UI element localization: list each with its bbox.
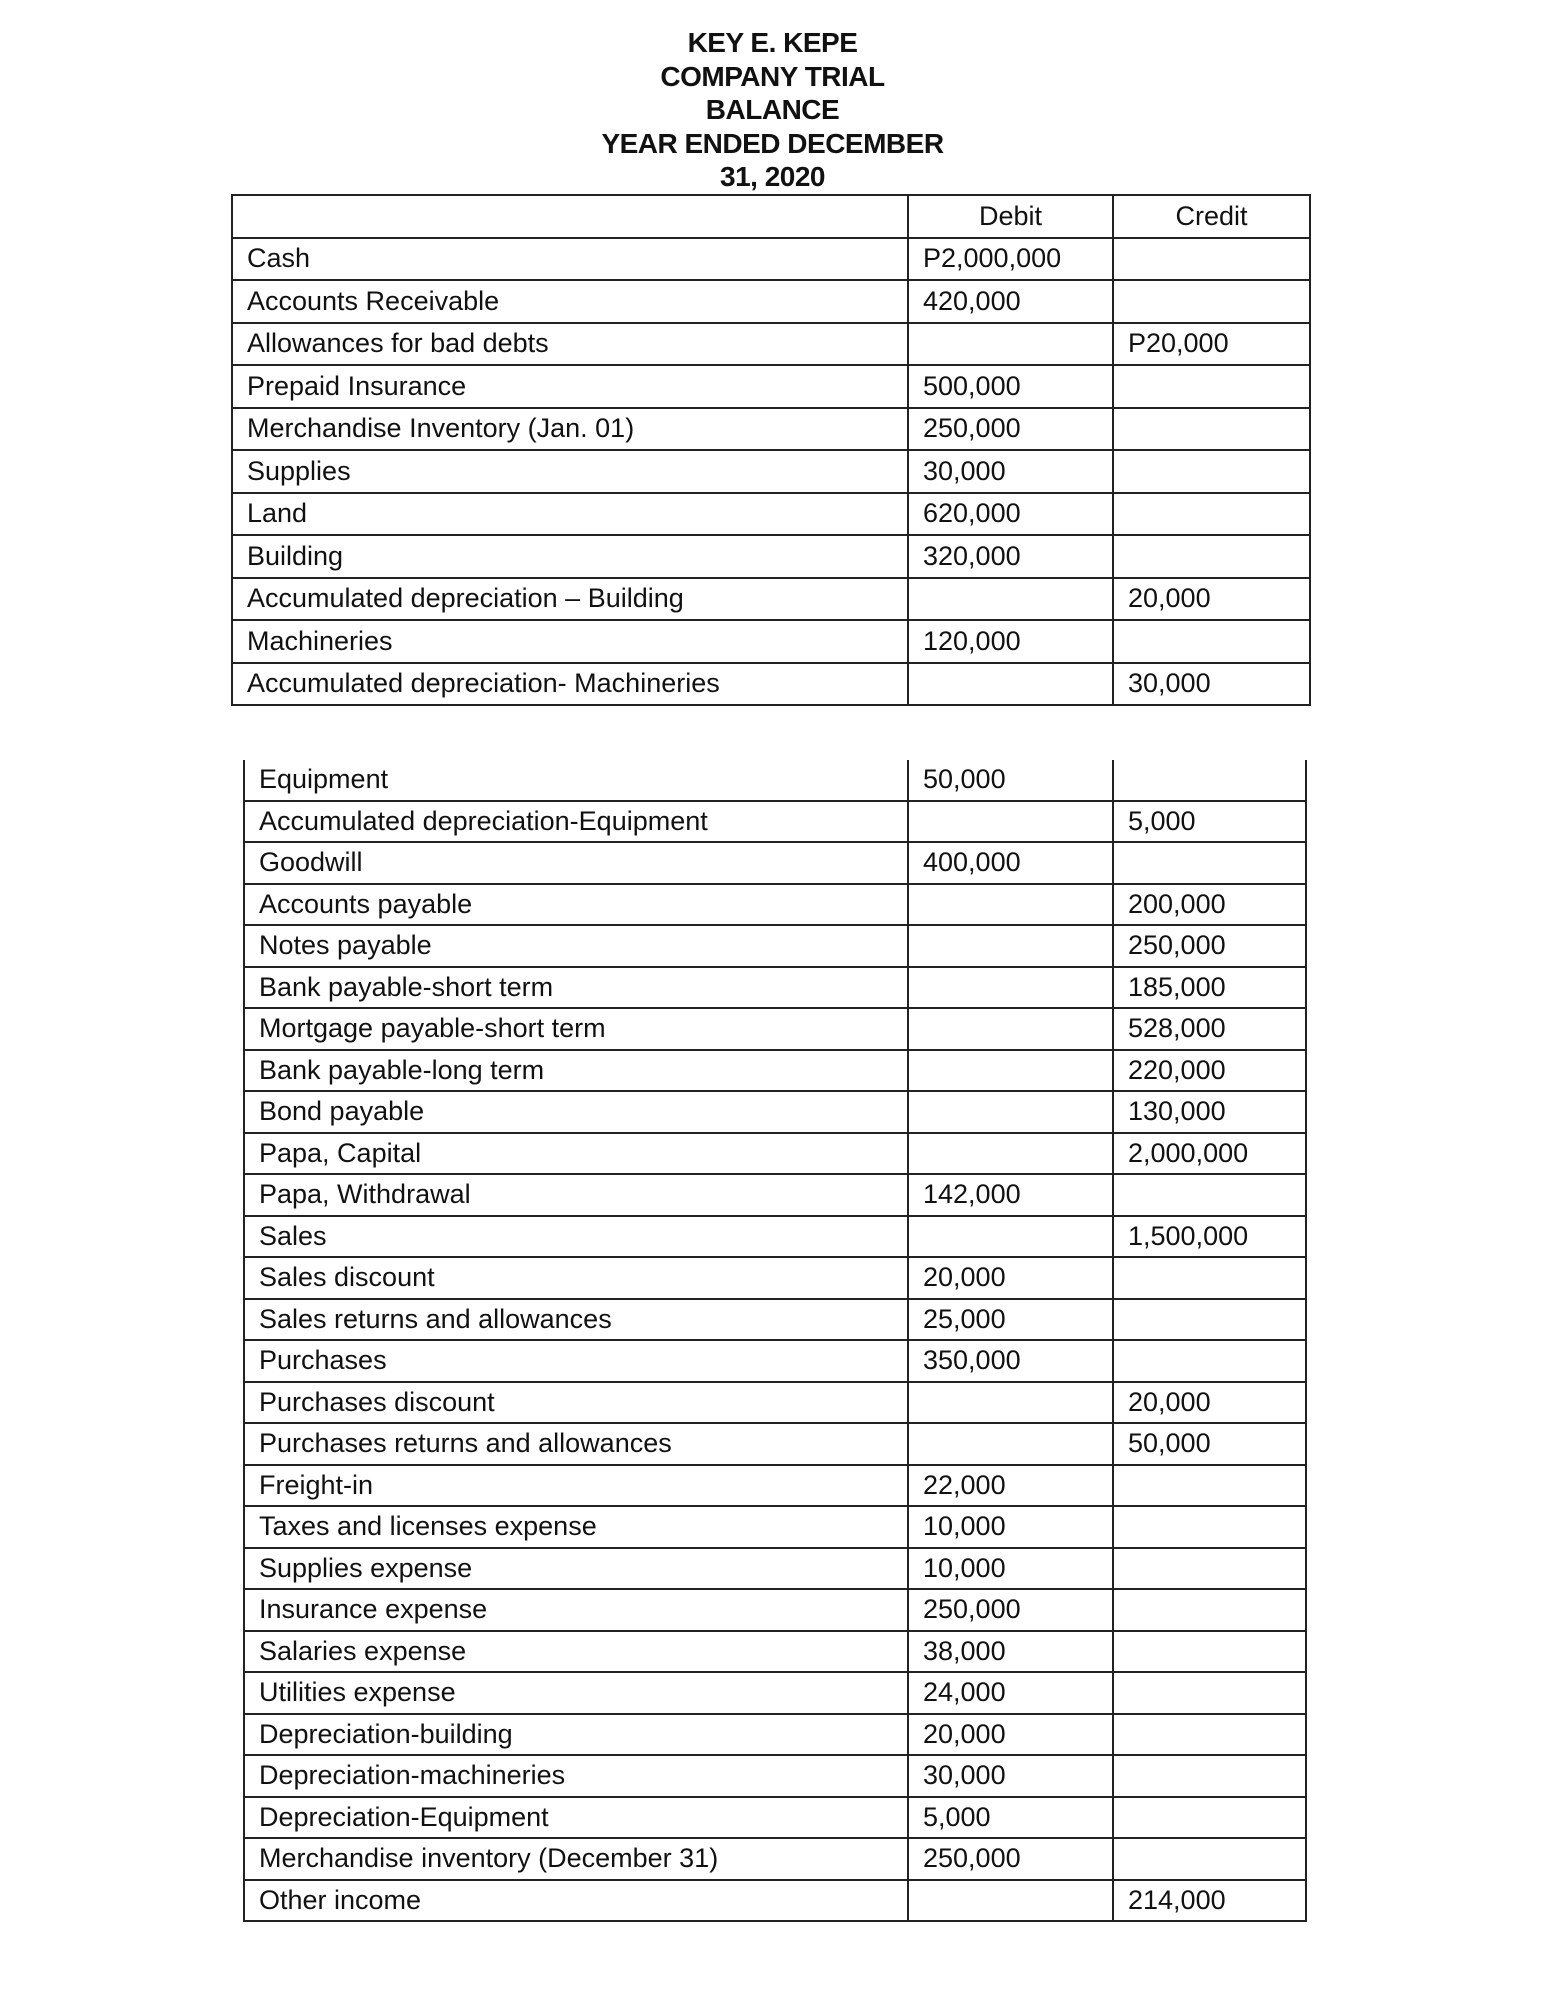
- account-cell: Accounts payable: [244, 884, 908, 926]
- account-cell: Equipment: [244, 760, 908, 801]
- credit-cell: 185,000: [1113, 967, 1306, 1009]
- table-row: [244, 1340, 1306, 1382]
- table-row: [244, 1506, 1306, 1548]
- credit-cell: 50,000: [1113, 1423, 1306, 1465]
- table-row: [232, 238, 1310, 281]
- credit-cell: [1113, 365, 1310, 408]
- table-row: [244, 1091, 1306, 1133]
- debit-cell: 250,000: [908, 1589, 1113, 1631]
- title-line: COMPANY TRIAL: [660, 60, 885, 92]
- debit-cell: 20,000: [908, 1714, 1113, 1756]
- table-row: [244, 1382, 1306, 1424]
- credit-cell: [1113, 238, 1310, 281]
- account-cell: Purchases: [244, 1340, 908, 1382]
- debit-cell: [908, 323, 1113, 366]
- account-cell: Sales returns and allowances: [244, 1299, 908, 1341]
- table-row: [244, 1050, 1306, 1092]
- account-cell: Depreciation-Equipment: [244, 1797, 908, 1839]
- debit-cell: [908, 1050, 1113, 1092]
- credit-cell: [1113, 1548, 1306, 1590]
- account-cell: Merchandise inventory (December 31): [244, 1838, 908, 1880]
- debit-cell: [908, 884, 1113, 926]
- table-row: [244, 760, 1306, 801]
- credit-cell: [1113, 1672, 1306, 1714]
- credit-cell: P20,000: [1113, 323, 1310, 366]
- credit-cell: 250,000: [1113, 925, 1306, 967]
- table-row: [244, 1755, 1306, 1797]
- debit-cell: 10,000: [908, 1548, 1113, 1590]
- table-row: [232, 450, 1310, 493]
- table-row: [244, 967, 1306, 1009]
- account-cell: Supplies: [232, 450, 908, 493]
- debit-cell: [908, 1091, 1113, 1133]
- credit-cell: [1113, 1631, 1306, 1673]
- table-row: [232, 365, 1310, 408]
- table-row: [232, 535, 1310, 578]
- debit-cell: 24,000: [908, 1672, 1113, 1714]
- account-cell: Accumulated depreciation- Machineries: [232, 663, 908, 706]
- account-cell: Cash: [232, 238, 908, 281]
- account-cell: Building: [232, 535, 908, 578]
- debit-cell: [908, 1008, 1113, 1050]
- table-row: [232, 493, 1310, 536]
- debit-cell: 25,000: [908, 1299, 1113, 1341]
- account-cell: Accounts Receivable: [232, 280, 908, 323]
- credit-cell: [1113, 1340, 1306, 1382]
- credit-cell: 130,000: [1113, 1091, 1306, 1133]
- debit-cell: [908, 925, 1113, 967]
- credit-cell: 220,000: [1113, 1050, 1306, 1092]
- debit-cell: 500,000: [908, 365, 1113, 408]
- credit-cell: [1113, 493, 1310, 536]
- credit-cell: [1113, 1174, 1306, 1216]
- account-cell: Prepaid Insurance: [232, 365, 908, 408]
- table-row: [244, 842, 1306, 884]
- credit-cell: 2,000,000: [1113, 1133, 1306, 1175]
- account-cell: Accumulated depreciation-Equipment: [244, 801, 908, 843]
- trial-balance-table-part-2: [243, 760, 1307, 1922]
- credit-cell: [1113, 450, 1310, 493]
- debit-cell: 22,000: [908, 1465, 1113, 1507]
- account-cell: Accumulated depreciation – Building: [232, 578, 908, 621]
- debit-cell: [908, 801, 1113, 843]
- account-cell: Allowances for bad debts: [232, 323, 908, 366]
- account-cell: Goodwill: [244, 842, 908, 884]
- account-cell: Depreciation-machineries: [244, 1755, 908, 1797]
- table-row: [244, 1589, 1306, 1631]
- debit-cell: [908, 1216, 1113, 1258]
- credit-cell: [1113, 1465, 1306, 1507]
- credit-cell: [1113, 1257, 1306, 1299]
- table-row: [232, 620, 1310, 663]
- table-row: [232, 663, 1310, 706]
- credit-cell: [1113, 1506, 1306, 1548]
- credit-cell: [1113, 1838, 1306, 1880]
- credit-cell: 200,000: [1113, 884, 1306, 926]
- credit-cell: [1113, 1797, 1306, 1839]
- account-cell: Taxes and licenses expense: [244, 1506, 908, 1548]
- table-row: [244, 801, 1306, 843]
- account-cell: Salaries expense: [244, 1631, 908, 1673]
- table-row: [232, 578, 1310, 621]
- debit-cell: [908, 1423, 1113, 1465]
- credit-cell: [1113, 1755, 1306, 1797]
- debit-cell: 30,000: [908, 1755, 1113, 1797]
- debit-cell: 400,000: [908, 842, 1113, 884]
- debit-cell: P2,000,000: [908, 238, 1113, 281]
- table-row: [244, 1797, 1306, 1839]
- table-row: [244, 1714, 1306, 1756]
- debit-cell: 142,000: [908, 1174, 1113, 1216]
- credit-cell: [1113, 842, 1306, 884]
- account-cell: Machineries: [232, 620, 908, 663]
- account-cell: Depreciation-building: [244, 1714, 908, 1756]
- table-row: [244, 1299, 1306, 1341]
- account-cell: Insurance expense: [244, 1589, 908, 1631]
- account-cell: Other income: [244, 1880, 908, 1922]
- debit-cell: 250,000: [908, 1838, 1113, 1880]
- header-account: [232, 195, 908, 238]
- debit-cell: 20,000: [908, 1257, 1113, 1299]
- debit-cell: 38,000: [908, 1631, 1113, 1673]
- credit-cell: 1,500,000: [1113, 1216, 1306, 1258]
- account-cell: Bank payable-long term: [244, 1050, 908, 1092]
- debit-cell: 30,000: [908, 450, 1113, 493]
- table-row: [244, 1465, 1306, 1507]
- credit-cell: [1113, 1299, 1306, 1341]
- account-cell: Sales: [244, 1216, 908, 1258]
- account-cell: Land: [232, 493, 908, 536]
- debit-cell: [908, 1880, 1113, 1922]
- title-line: YEAR ENDED DECEMBER: [601, 127, 944, 159]
- debit-cell: [908, 663, 1113, 706]
- account-cell: Purchases returns and allowances: [244, 1423, 908, 1465]
- account-cell: Mortgage payable-short term: [244, 1008, 908, 1050]
- table-row: [244, 1216, 1306, 1258]
- title-line: 31, 2020: [720, 161, 825, 192]
- credit-cell: [1113, 620, 1310, 663]
- account-cell: Bond payable: [244, 1091, 908, 1133]
- account-cell: Merchandise Inventory (Jan. 01): [232, 408, 908, 451]
- debit-cell: [908, 967, 1113, 1009]
- table-row: [244, 1880, 1306, 1922]
- table-row: [244, 1631, 1306, 1673]
- table-row: [232, 408, 1310, 451]
- debit-cell: 250,000: [908, 408, 1113, 451]
- credit-cell: [1113, 535, 1310, 578]
- account-cell: Notes payable: [244, 925, 908, 967]
- account-cell: Bank payable-short term: [244, 967, 908, 1009]
- credit-cell: [1113, 408, 1310, 451]
- table-row: [244, 884, 1306, 926]
- debit-cell: 420,000: [908, 280, 1113, 323]
- debit-cell: [908, 1133, 1113, 1175]
- credit-cell: 214,000: [1113, 1880, 1306, 1922]
- table-row: [232, 280, 1310, 323]
- debit-cell: 350,000: [908, 1340, 1113, 1382]
- credit-cell: [1113, 760, 1306, 801]
- header-debit: Debit: [908, 195, 1113, 238]
- table-row: [244, 1174, 1306, 1216]
- table-row: [244, 1133, 1306, 1175]
- debit-cell: 5,000: [908, 1797, 1113, 1839]
- table-row: [244, 1257, 1306, 1299]
- credit-cell: 20,000: [1113, 578, 1310, 621]
- debit-cell: [908, 1382, 1113, 1424]
- debit-cell: 120,000: [908, 620, 1113, 663]
- account-cell: Papa, Capital: [244, 1133, 908, 1175]
- debit-cell: 50,000: [908, 760, 1113, 801]
- table-row: [244, 1008, 1306, 1050]
- table-row: [244, 1838, 1306, 1880]
- table-row: [244, 1672, 1306, 1714]
- account-cell: Supplies expense: [244, 1548, 908, 1590]
- credit-cell: 528,000: [1113, 1008, 1306, 1050]
- debit-cell: [908, 578, 1113, 621]
- credit-cell: 30,000: [1113, 663, 1310, 706]
- account-cell: Freight-in: [244, 1465, 908, 1507]
- credit-cell: 5,000: [1113, 801, 1306, 843]
- credit-cell: [1113, 280, 1310, 323]
- credit-cell: 20,000: [1113, 1382, 1306, 1424]
- account-cell: Utilities expense: [244, 1672, 908, 1714]
- table-row: [232, 323, 1310, 366]
- table-row: [244, 925, 1306, 967]
- debit-cell: 620,000: [908, 493, 1113, 536]
- debit-cell: 10,000: [908, 1506, 1113, 1548]
- table-row: [244, 1548, 1306, 1590]
- title-line: KEY E. KEPE: [687, 27, 858, 58]
- document-title: [0, 26, 1545, 194]
- account-cell: Sales discount: [244, 1257, 908, 1299]
- account-cell: Papa, Withdrawal: [244, 1174, 908, 1216]
- title-line: BALANCE: [705, 94, 840, 125]
- trial-balance-table-part-1: [231, 194, 1311, 706]
- debit-cell: 320,000: [908, 535, 1113, 578]
- header-credit: Credit: [1113, 195, 1310, 238]
- credit-cell: [1113, 1714, 1306, 1756]
- table-row: [244, 1423, 1306, 1465]
- credit-cell: [1113, 1589, 1306, 1631]
- account-cell: Purchases discount: [244, 1382, 908, 1424]
- header-row: [232, 195, 1310, 238]
